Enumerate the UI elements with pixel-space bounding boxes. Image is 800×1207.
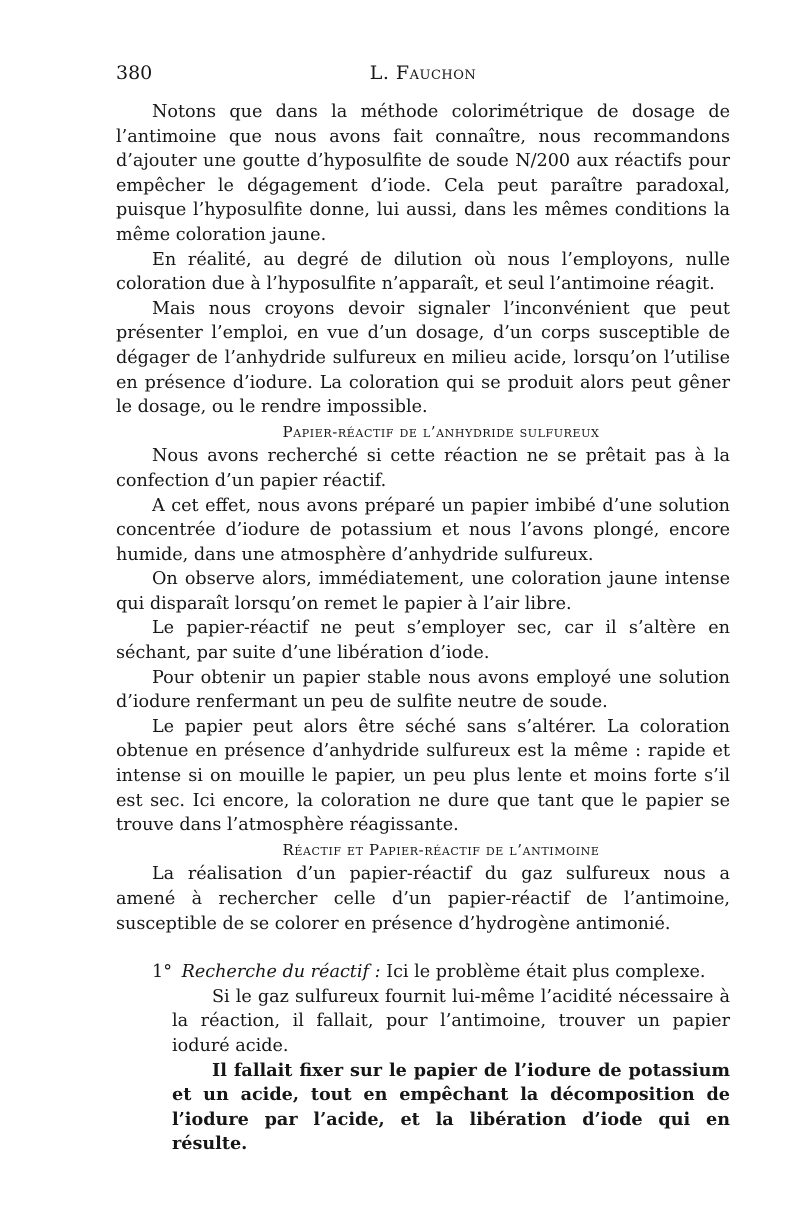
numbered-item: [116, 960, 730, 985]
section-heading-papier-reactif-so2: Papier-réactif de l’anhydride sulfureux: [282, 422, 600, 441]
paragraph: A cet effet, nous avons préparé un papier imbibé d’une solution concentrée d’iodure de potassium et nous l’avons plongé, encore humide, dans une atmosphère d’anhydride sulfureux.: [116, 495, 730, 565]
indented-paragraph: Si le gaz sulfureux fournit lui-même l’acidité nécessaire à la réaction, il fallait, pour l’antimoine, trouver un papier ioduré acide.: [172, 986, 730, 1056]
paragraph: Pour obtenir un papier stable nous avons employé une solution d’iodure renfermant un peu de sulfite neutre de soude.: [116, 667, 730, 713]
paragraph: Mais nous croyons devoir signaler l’inconvénient que peut présenter l’emploi, en vue d’un dosage, d’un corps susceptible de dégager de l’anhydride sulfureux en milieu acide, lorsqu’on l’utilise en présence d’iodure. La coloration qui se produit alors peut gêner le dosage, ou le rendre impossible.: [116, 298, 730, 418]
running-title-author: L. Fauchon: [369, 62, 477, 84]
page-number: 380: [116, 62, 153, 84]
paragraph: La réalisation d’un papier-réactif du gaz sulfureux nous a amené à rechercher celle d’un papier-réactif de l’antimoine, susceptible de se colorer en présence d’hydrogène antimonié.: [116, 864, 730, 934]
indented-paragraph: Il fallait fixer sur le papier de l’iodure de potassium et un acide, tout en empêchant la décomposition de l’iodure par l’acide, et la libération d’iode qui en résulte.: [172, 1059, 730, 1155]
paragraph: En réalité, au degré de dilution où nous l’employons, nulle coloration due à l’hyposulfite n’apparaît, et seul l’antimoine réagit.: [116, 249, 730, 295]
section-heading-reactif-antimoine: Réactif et Papier-réactif de l’antimoine: [282, 840, 600, 859]
item-text: Ici le problème était plus complexe.: [386, 962, 706, 983]
paragraph: Le papier-réactif ne peut s’employer sec, car il s’altère en séchant, par suite d’une libération d’iode.: [116, 618, 730, 664]
page-body: [116, 100, 730, 1157]
paragraph: On observe alors, immédiatement, une coloration jaune intense qui disparaît lorsqu’on remet le papier à l’air libre.: [116, 569, 730, 614]
item-number: 1°: [152, 962, 172, 983]
paragraph: Nous avons recherché si cette réaction ne se prêtait pas à la confection d’un papier réactif.: [116, 446, 730, 491]
running-header: [116, 58, 730, 88]
paragraph: Le papier peut alors être séché sans s’altérer. La coloration obtenue en présence d’anhydride sulfureux est la même : rapide et intense si on mouille le papier, un peu plus lente et moins forte s’il est sec. Ici encore, la coloration ne dure que tant que le papier se trouve dans l’atmosphère réagissante.: [116, 716, 730, 836]
paragraph: Notons que dans la méthode colorimétrique de dosage de l’antimoine que nous avons fait connaître, nous recommandons d’ajouter une goutte d’hyposulfite de soude N/200 aux réactifs pour empêcher le dégagement d’iode. Cela peut paraître paradoxal, puisque l’hyposulfite donne, lui aussi, dans les mêmes conditions la même coloration jaune.: [116, 102, 730, 245]
item-label: Recherche du réactif :: [181, 962, 381, 983]
